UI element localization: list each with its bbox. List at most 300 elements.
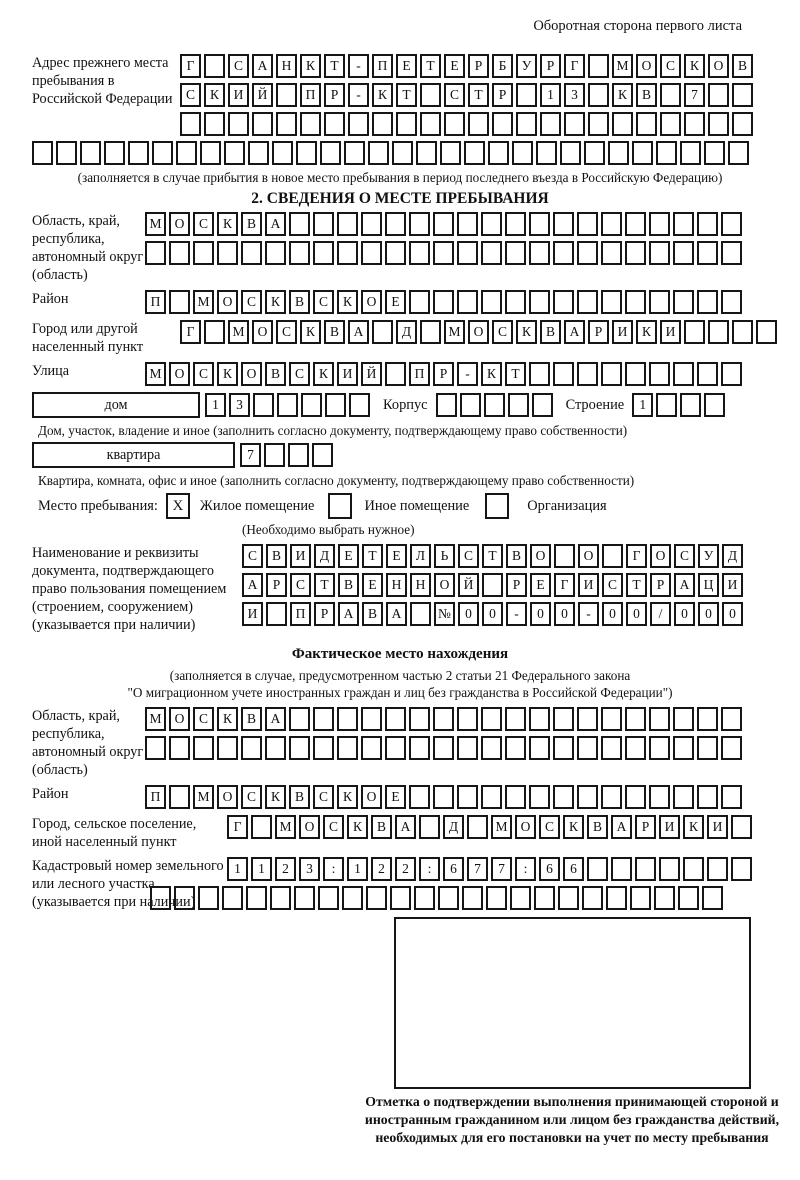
char-box: О (468, 320, 489, 344)
char-box (680, 141, 701, 165)
char-box (697, 785, 718, 809)
city-row (180, 320, 777, 344)
char-box (337, 736, 358, 760)
char-box (438, 886, 459, 910)
char-box (649, 736, 670, 760)
char-box (252, 112, 273, 136)
char-box (488, 141, 509, 165)
stamp-box (394, 917, 751, 1089)
char-box (337, 707, 358, 731)
char-box (649, 707, 670, 731)
char-box (529, 290, 550, 314)
char-box: Е (386, 544, 407, 568)
char-box (457, 290, 478, 314)
char-box (721, 362, 742, 386)
char-box (721, 785, 742, 809)
char-box (276, 112, 297, 136)
char-box (684, 112, 705, 136)
char-box: О (361, 785, 382, 809)
char-box: С (674, 544, 695, 568)
char-box: С (458, 544, 479, 568)
char-box: : (515, 857, 536, 881)
char-box (584, 141, 605, 165)
char-box (680, 393, 701, 417)
char-box (505, 241, 526, 265)
char-box: Е (385, 290, 406, 314)
cadastre-label: Кадастровый номер земельного или лесного участка (указывается при наличии) (32, 858, 224, 910)
char-box: О (515, 815, 536, 839)
char-box: / (650, 602, 671, 626)
char-box (481, 212, 502, 236)
char-box: 7 (491, 857, 512, 881)
char-box (344, 141, 365, 165)
char-box (368, 141, 389, 165)
actual-district-row (145, 785, 742, 809)
char-box (673, 785, 694, 809)
char-box (649, 241, 670, 265)
apartment-number-row (240, 443, 333, 467)
char-box: И (337, 362, 358, 386)
char-box: № (434, 602, 455, 626)
actual-location-note-2: "О миграционном учете иностранных граждан и лиц без гражданства в Российской Федерации") (127, 685, 673, 700)
char-box: Д (443, 815, 464, 839)
district-block (32, 290, 768, 314)
char-box (601, 785, 622, 809)
char-box (169, 736, 190, 760)
char-box: И (612, 320, 633, 344)
char-box: О (169, 212, 190, 236)
char-box (660, 83, 681, 107)
char-box (128, 141, 149, 165)
char-box (481, 785, 502, 809)
char-box (198, 886, 219, 910)
char-box (492, 112, 513, 136)
char-box: О (252, 320, 273, 344)
char-box (385, 212, 406, 236)
char-box: Б (492, 54, 513, 78)
char-box (508, 393, 529, 417)
char-box (193, 241, 214, 265)
char-box (721, 290, 742, 314)
char-box (577, 212, 598, 236)
char-box (145, 241, 166, 265)
char-box: - (348, 83, 369, 107)
city-block (32, 320, 768, 356)
char-box (193, 736, 214, 760)
char-box: Г (564, 54, 585, 78)
char-box (325, 393, 346, 417)
char-box: 0 (674, 602, 695, 626)
char-box (577, 362, 598, 386)
char-box: Н (386, 573, 407, 597)
char-box: П (300, 83, 321, 107)
char-box (529, 707, 550, 731)
char-box (433, 212, 454, 236)
char-box: Е (444, 54, 465, 78)
char-box: П (409, 362, 430, 386)
char-box: 0 (602, 602, 623, 626)
char-box (180, 112, 201, 136)
char-box: С (492, 320, 513, 344)
stay-type-checkbox-residential: X (166, 493, 190, 519)
char-box (204, 320, 225, 344)
char-box: В (732, 54, 753, 78)
actual-region-rows (145, 707, 742, 760)
actual-region-row-1 (145, 707, 742, 731)
char-box (169, 241, 190, 265)
document-rows (242, 544, 743, 626)
char-box (732, 83, 753, 107)
char-box: С (193, 707, 214, 731)
char-box: С (323, 815, 344, 839)
char-box: Т (468, 83, 489, 107)
char-box: И (659, 815, 680, 839)
char-box: О (708, 54, 729, 78)
char-box: К (300, 54, 321, 78)
actual-district-block (32, 785, 768, 809)
house-widebox: дом (32, 392, 200, 418)
char-box (505, 736, 526, 760)
char-box (708, 320, 729, 344)
char-box: Т (626, 573, 647, 597)
char-box (708, 83, 729, 107)
char-box (697, 707, 718, 731)
char-box (420, 83, 441, 107)
char-box (510, 886, 531, 910)
char-box (611, 857, 632, 881)
char-box (732, 320, 753, 344)
char-box: Т (420, 54, 441, 78)
char-box: К (217, 707, 238, 731)
char-box (416, 141, 437, 165)
char-box (246, 886, 267, 910)
char-box (348, 112, 369, 136)
char-box (277, 393, 298, 417)
char-box: А (674, 573, 695, 597)
char-box (529, 362, 550, 386)
char-box (251, 815, 272, 839)
char-box: Р (492, 83, 513, 107)
char-box (337, 241, 358, 265)
char-box: А (348, 320, 369, 344)
char-box (409, 212, 430, 236)
char-box (601, 362, 622, 386)
prev-address-row-3 (180, 112, 753, 136)
char-box (228, 112, 249, 136)
char-box (169, 290, 190, 314)
char-box (409, 736, 430, 760)
char-box (272, 141, 293, 165)
char-box (601, 212, 622, 236)
char-box (660, 112, 681, 136)
char-box (266, 602, 287, 626)
cadastre-row-2 (150, 886, 752, 910)
char-box (601, 736, 622, 760)
char-box (553, 707, 574, 731)
char-box (294, 886, 315, 910)
char-box (697, 362, 718, 386)
char-box (673, 362, 694, 386)
char-box: К (612, 83, 633, 107)
char-box (553, 736, 574, 760)
char-box (697, 212, 718, 236)
house-note: Дом, участок, владение и иное (заполнить согласно документу, подтверждающему право собственности) (38, 423, 628, 438)
char-box (444, 112, 465, 136)
char-box: О (650, 544, 671, 568)
char-box (145, 736, 166, 760)
stamp-caption: Отметка о подтверждении выполнения принимающей стороной и иностранным гражданином или лицом без гражданства действий, необходимых для его постановки на учет по месту пребывания (364, 1094, 780, 1145)
char-box: С (276, 320, 297, 344)
char-box (529, 785, 550, 809)
char-box: 7 (240, 443, 261, 467)
char-box (536, 141, 557, 165)
char-box: В (241, 707, 262, 731)
stay-type-option-other: Иное помещение (364, 498, 470, 514)
char-box: 0 (458, 602, 479, 626)
char-box: С (602, 573, 623, 597)
apartment-block (32, 442, 768, 468)
char-box: О (434, 573, 455, 597)
char-box: Е (530, 573, 551, 597)
char-box (457, 707, 478, 731)
char-box (529, 241, 550, 265)
char-box: В (338, 573, 359, 597)
char-box (728, 141, 749, 165)
char-box (702, 886, 723, 910)
char-box (409, 290, 430, 314)
char-box: В (371, 815, 392, 839)
char-box: О (217, 290, 238, 314)
char-box: А (564, 320, 585, 344)
char-box (300, 112, 321, 136)
char-box: В (636, 83, 657, 107)
char-box: П (290, 602, 311, 626)
char-box: С (539, 815, 560, 839)
char-box (564, 112, 585, 136)
char-box (601, 241, 622, 265)
char-box: А (242, 573, 263, 597)
actual-region-label: Область, край, республика, автономный округ (область) (32, 708, 144, 778)
char-box: И (707, 815, 728, 839)
char-box (436, 393, 457, 417)
actual-district-label: Район (32, 786, 69, 802)
char-box: С (313, 290, 334, 314)
char-box: С (180, 83, 201, 107)
char-box: 3 (299, 857, 320, 881)
char-box (419, 815, 440, 839)
char-box: К (481, 362, 502, 386)
char-box: К (683, 815, 704, 839)
char-box (414, 886, 435, 910)
char-box: 6 (539, 857, 560, 881)
char-box: Й (458, 573, 479, 597)
char-box (673, 707, 694, 731)
char-box (625, 212, 646, 236)
stay-type-label: Место пребывания: (38, 498, 158, 514)
char-box: К (217, 362, 238, 386)
char-box: Р (314, 602, 335, 626)
char-box: И (722, 573, 743, 597)
char-box: 0 (698, 602, 719, 626)
char-box: Т (324, 54, 345, 78)
prev-address-block (32, 54, 768, 136)
cadastre-row-1 (227, 857, 752, 881)
char-box: М (612, 54, 633, 78)
stroenie-label: Строение (565, 397, 625, 413)
char-box: В (289, 785, 310, 809)
char-box (704, 141, 725, 165)
region-rows (145, 212, 742, 265)
char-box: С (193, 212, 214, 236)
char-box: С (228, 54, 249, 78)
char-box (588, 54, 609, 78)
char-box (649, 362, 670, 386)
char-box (612, 112, 633, 136)
house-number-row (205, 393, 370, 417)
char-box (632, 141, 653, 165)
char-box: И (578, 573, 599, 597)
char-box: 0 (554, 602, 575, 626)
char-box: В (324, 320, 345, 344)
char-box (481, 290, 502, 314)
char-box (248, 141, 269, 165)
char-box: А (265, 212, 286, 236)
char-box (532, 393, 553, 417)
char-box: 1 (540, 83, 561, 107)
char-box (577, 241, 598, 265)
char-box (588, 83, 609, 107)
char-box: С (444, 83, 465, 107)
char-box: В (289, 290, 310, 314)
char-box: 2 (371, 857, 392, 881)
char-box: Р (433, 362, 454, 386)
char-box (296, 141, 317, 165)
char-box: В (362, 602, 383, 626)
char-box: Н (276, 54, 297, 78)
char-box (241, 241, 262, 265)
char-box (433, 290, 454, 314)
char-box: И (242, 602, 263, 626)
char-box (635, 857, 656, 881)
char-box (409, 241, 430, 265)
char-box: Р (506, 573, 527, 597)
char-box: 1 (205, 393, 226, 417)
char-box (731, 815, 752, 839)
house-block (32, 392, 768, 418)
char-box (481, 707, 502, 731)
char-box: П (145, 785, 166, 809)
char-box (467, 815, 488, 839)
char-box (625, 241, 646, 265)
char-box (558, 886, 579, 910)
char-box (625, 707, 646, 731)
document-row-1 (242, 544, 743, 568)
char-box: - (506, 602, 527, 626)
char-box (529, 736, 550, 760)
char-box (301, 393, 322, 417)
char-box (484, 393, 505, 417)
char-box (80, 141, 101, 165)
char-box: Л (410, 544, 431, 568)
char-box: Й (252, 83, 273, 107)
city-label: Город или другой населенный пункт (32, 321, 144, 355)
char-box (601, 290, 622, 314)
char-box (678, 886, 699, 910)
char-box: У (698, 544, 719, 568)
char-box (217, 736, 238, 760)
char-box (554, 544, 575, 568)
char-box: 7 (684, 83, 705, 107)
char-box (313, 241, 334, 265)
char-box (320, 141, 341, 165)
char-box (361, 736, 382, 760)
char-box: 1 (632, 393, 653, 417)
actual-city-label: Город, сельское поселение, иной населенный пункт (32, 816, 197, 850)
char-box (440, 141, 461, 165)
char-box (625, 736, 646, 760)
region-block (32, 212, 768, 284)
char-box: 6 (563, 857, 584, 881)
char-box (420, 320, 441, 344)
char-box (553, 785, 574, 809)
char-box: Р (266, 573, 287, 597)
region-row-2 (145, 241, 742, 265)
char-box (505, 707, 526, 731)
cadastre-rows (227, 857, 752, 910)
char-box: А (338, 602, 359, 626)
char-box: М (193, 290, 214, 314)
region-label: Область, край, республика, автономный округ (область) (32, 213, 144, 283)
char-box (707, 857, 728, 881)
char-box (625, 785, 646, 809)
char-box (468, 112, 489, 136)
char-box (656, 393, 677, 417)
char-box: М (444, 320, 465, 344)
char-box: К (265, 290, 286, 314)
char-box (704, 393, 725, 417)
char-box (349, 393, 370, 417)
district-row (145, 290, 742, 314)
char-box (505, 212, 526, 236)
char-box (104, 141, 125, 165)
stay-type-checkbox-other (328, 493, 352, 519)
char-box: 7 (467, 857, 488, 881)
district-label: Район (32, 291, 69, 307)
region-row-1 (145, 212, 742, 236)
char-box (318, 886, 339, 910)
char-box (457, 736, 478, 760)
char-box (433, 707, 454, 731)
char-box: А (265, 707, 286, 731)
char-box: О (636, 54, 657, 78)
char-box (390, 886, 411, 910)
char-box (460, 393, 481, 417)
char-box: С (241, 290, 262, 314)
char-box: В (587, 815, 608, 839)
char-box: М (193, 785, 214, 809)
char-box (625, 290, 646, 314)
char-box: 6 (443, 857, 464, 881)
char-box: О (530, 544, 551, 568)
char-box (264, 443, 285, 467)
char-box: Е (338, 544, 359, 568)
section2-title: 2. СВЕДЕНИЯ О МЕСТЕ ПРЕБЫВАНИЯ (251, 190, 549, 207)
char-box: К (563, 815, 584, 839)
char-box (553, 212, 574, 236)
char-box: Г (227, 815, 248, 839)
char-box: 0 (530, 602, 551, 626)
char-box (270, 886, 291, 910)
